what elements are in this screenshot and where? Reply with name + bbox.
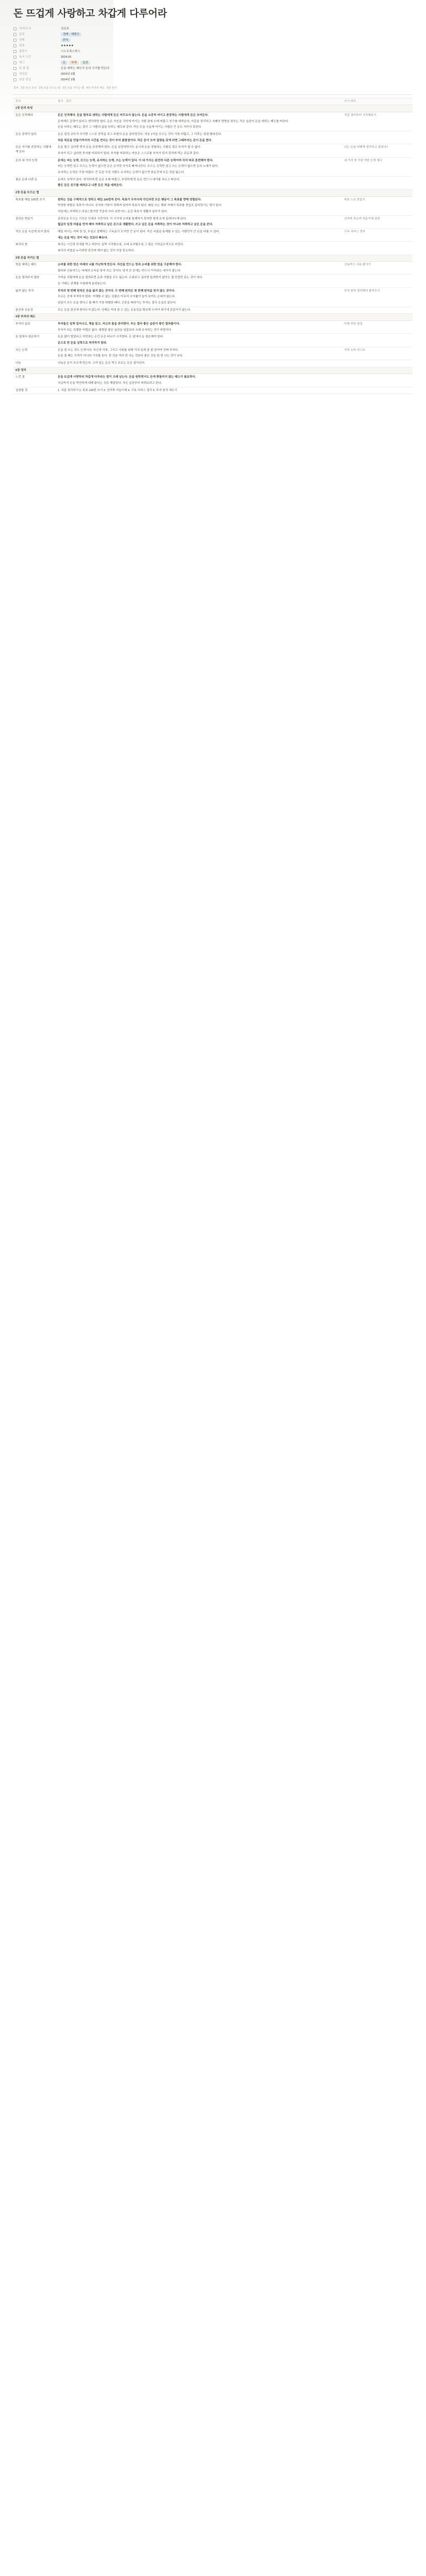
note-paragraph: 소비를 위한 빚은 미래의 나를 가난하게 만든다. 자산을 만드는 빚과 소비를 위한 빚을 구분해야 한다. — [58, 263, 182, 267]
property-value-item: 2024.03 — [61, 55, 72, 59]
note-paragraph: 복리의 마법을 누리려면 중간에 깨지 않는 것이 가장 중요하다. — [58, 249, 135, 252]
content-cell — [56, 275, 342, 287]
property-row — [13, 38, 413, 43]
property-key-label: 저자/도서 — [19, 27, 31, 30]
note-paragraph: 복리는 시간과 인내를 먹고 자란다. 일찍 시작할수록, 오래 유지할수록 그 힘은 기하급수적으로 커진다. — [58, 243, 184, 247]
note-paragraph: 돈 거래는 관계를 시험대에 올려놓는다. — [58, 282, 107, 286]
memo-cell — [342, 334, 413, 347]
memo-cell: 나는 돈을 어떻게 생각하고 있었나? — [342, 144, 413, 157]
property-key-label: 독서 기간 — [19, 55, 31, 59]
property-key[interactable] — [13, 61, 61, 65]
chapter-cell: 좋은 돈과 나쁜 돈 — [13, 176, 56, 189]
property-icon — [13, 50, 16, 53]
section-title[interactable]: 1장 돈의 속성 — [13, 105, 413, 112]
note-paragraph: 돈은 인격체다. 돈을 함부로 대하는 사람에게 돈은 머무르지 않는다. 돈을 소중히 여기고 존중하는 사람에게 돈은 모여든다. — [58, 114, 209, 117]
memo-cell: 지갑 정리부터 시작해보기 — [342, 112, 413, 131]
property-row — [13, 60, 413, 66]
chapter-cell: 돈의 네 가지 능력 — [13, 157, 56, 176]
property-value[interactable] — [61, 49, 80, 54]
note-paragraph: 돈을 뜨겁게 사랑하되 차갑게 다루라는 말이 오래 남는다. 돈을 원하면서도 돈에 휘둘리지 않는 태도가 필요하다. — [58, 376, 196, 379]
content-cell — [56, 112, 342, 131]
memo-cell: 선저축 후소비 자동이체 설정 — [342, 215, 413, 228]
memo-cell: 구독 서비스 정리 — [342, 228, 413, 241]
table-row[interactable] — [13, 287, 413, 307]
memo-cell — [342, 176, 413, 189]
property-value[interactable] — [61, 44, 74, 48]
note-paragraph: 부자가 되고 싶다면 부자를 미워하지 말라. 부자를 미워하는 마음은 스스로를 부자가 되지 못하게 막는 주문과 같다. — [58, 152, 199, 155]
note-paragraph: 돈은 일정 규모가 모이면 스스로 중력을 갖고 주변의 돈을 끌어당긴다. 처음 1억을 모으는 것이 가장 어렵고, 그 이후는 점점 빨라진다. — [58, 133, 222, 137]
property-row — [13, 26, 413, 32]
column-header-content[interactable]: 필사 · 생각 — [56, 98, 342, 105]
chapter-cell: 종잣돈 만들기 — [13, 215, 56, 228]
content-cell — [56, 131, 342, 144]
property-list — [13, 26, 413, 83]
chapter-cell: 작은 돈을 우습게 보지 말라 — [13, 228, 56, 241]
content-cell — [56, 347, 342, 360]
property-value[interactable] — [61, 27, 69, 31]
property-key[interactable] — [13, 78, 61, 82]
property-value[interactable] — [61, 38, 72, 43]
property-row — [13, 32, 413, 38]
section-title[interactable]: 3장 돈을 지키는 법 — [13, 255, 413, 262]
table-row[interactable] — [13, 374, 413, 387]
chapter-cell: 부자의 습관 — [13, 321, 56, 334]
property-value[interactable] — [61, 78, 75, 82]
property-value-item: 부자 — [69, 61, 79, 65]
content-cell — [56, 321, 342, 334]
toc-link[interactable]: 1장 돈의 속성 — [21, 86, 37, 90]
note-paragraph: 투자의 첫 번째 원칙은 돈을 잃지 않는 것이다. 두 번째 원칙은 첫 번째 원칙을 잊지 않는 것이다. — [58, 289, 175, 293]
content-cell — [56, 287, 342, 307]
table-row[interactable] — [13, 262, 413, 275]
chapter-cell: 빚을 대하는 태도 — [13, 262, 56, 275]
memo-cell: 투자 원칙 정리해서 붙여두기 — [342, 287, 413, 307]
property-key[interactable] — [13, 44, 61, 48]
property-value-item: 경제 · 재테크 — [61, 32, 81, 37]
table-row[interactable] — [13, 215, 413, 228]
property-row — [13, 43, 413, 49]
property-key-label: 최종 편집 — [19, 78, 31, 81]
note-paragraph: 처음 목돈을 만들기까지의 시간을 견디는 것이 부의 출발점이다. 작은 돈이 모여 질량을 갖게 되면 그때부터는 돈이 돈을 번다. — [58, 139, 212, 142]
note-paragraph: 남들이 모두 돈을 번다고 할 때가 가장 위험한 때다. 군중을 따라가는 투자는 결국 손실로 끝난다. — [58, 301, 177, 305]
content-cell — [56, 228, 342, 241]
property-value-item: 완독 — [61, 38, 71, 42]
note-paragraph: 부자가 되는 특별한 비법은 없다. 평범한 좋은 습관을 남들보다 오래 유지하는 것이 비법이다. — [58, 328, 172, 332]
section-title[interactable]: 5장 정리 — [13, 367, 413, 374]
property-row — [13, 72, 413, 77]
property-key-label: 출판사 — [19, 49, 28, 53]
column-header-memo[interactable]: 추가 메모 — [342, 98, 413, 105]
property-key[interactable] — [13, 66, 61, 71]
table-of-contents — [13, 86, 413, 90]
note-paragraph: 처음에는 어색하고 의심스럽지만 꾸준히 쓰다 보면 어느 순간 목표가 생활의 일부가 된다. — [58, 210, 168, 213]
chapter-cell: 돈은 중력이 있다 — [13, 131, 56, 144]
table-row[interactable] — [13, 347, 413, 360]
table-row[interactable] — [13, 157, 413, 176]
toc-link[interactable]: 4장 부자의 태도 — [86, 86, 105, 90]
property-value-item: 돈을 대하는 태도가 돈의 크기를 만든다 — [61, 66, 110, 70]
section-header-row — [13, 105, 413, 112]
memo-cell: 네 가지 중 가장 약한 능력 체크 — [342, 157, 413, 176]
note-paragraph: 원하는 것을 구체적으로 정하고 매일 100번씩 쓴다. 목표가 무의식에 각인되면 모든 행동이 그 목표를 향해 정렬된다. — [58, 198, 201, 201]
column-header-chapter[interactable]: 목차 — [13, 98, 56, 105]
toc-link[interactable]: 3장 돈을 지키는 법 — [62, 86, 84, 90]
chapter-cell: 잃지 않는 투자 — [13, 287, 56, 307]
note-paragraph: 종잣돈을 모으는 기간은 인내의 시간이다. 이 시기에 소비를 통제하지 못하면 평생 돈에 끌려다니게 된다. — [58, 217, 187, 221]
content-cell — [56, 242, 342, 255]
memo-cell — [342, 387, 413, 394]
section-header-row — [13, 255, 413, 262]
chapter-cell: 돈 앞에서 겸손하기 — [13, 334, 56, 347]
property-key-label: 한 줄 평 — [19, 66, 29, 70]
property-key[interactable] — [13, 38, 61, 43]
property-icon — [13, 56, 16, 59]
page-title[interactable]: 돈 뜨겁게 사랑하고 차갑게 다루어라 — [13, 8, 167, 19]
property-key-label: 평점 — [19, 44, 25, 47]
note-paragraph: 나눔은 돈이 흐르게 만든다. 고여 있는 돈은 썩고 흐르는 돈은 살아난다. — [58, 362, 145, 365]
note-paragraph: 돈을 쓸 때는 가격이 아니라 가치를 본다. 싼 것을 여러 번 사는 것보다 좋은 것을 한 번 사는 것이 낫다. — [58, 354, 183, 358]
property-value[interactable] — [61, 55, 71, 60]
chapter-cell: 돈은 인격체다 — [13, 112, 56, 131]
property-key[interactable] — [13, 32, 61, 37]
property-key-label: 분류 — [19, 32, 25, 36]
note-paragraph: 지금까지 돈을 막연하게 대해 왔다는 것을 깨달았다. 작은 습관부터 바꿔보려고 한다. — [58, 381, 162, 385]
property-value-item: 2024년 3월 — [61, 72, 75, 76]
note-paragraph: 모든 돈을 한곳에 묶어두지 않는다. 언제든 꺼내 쓸 수 있는 유동성을 확보해 두어야 위기에 흔들리지 않는다. — [58, 308, 191, 312]
content-cell — [56, 144, 342, 157]
property-value-item: 2024년 3월 — [61, 78, 75, 81]
note-paragraph: 1. 지갑 정리하기 2. 목표 100번 쓰기 3. 선저축 자동이체 4. 구독 서비스 정리 5. 투자 원칙 세우기 — [58, 388, 177, 392]
note-paragraph: 가까운 사람에게 돈을 빌려주면 돈과 사람을 모두 잃는다. 도와주고 싶다면 돌려받지 않아도 될 만큼만 주는 것이 낫다. — [58, 276, 203, 280]
property-value[interactable] — [61, 72, 75, 77]
property-key[interactable] — [13, 72, 61, 77]
table-row[interactable] — [13, 242, 413, 255]
property-key-label: 생성일 — [19, 72, 28, 76]
table-row[interactable] — [13, 360, 413, 367]
property-icon — [13, 73, 16, 76]
chapter-cell: 쓰는 능력 — [13, 347, 56, 360]
content-cell — [56, 262, 342, 275]
toc-link[interactable]: 5장 정리 — [107, 86, 117, 90]
property-key-label: 상태 — [19, 38, 25, 42]
section-header-row — [13, 189, 413, 196]
chapter-cell: 복리의 힘 — [13, 242, 56, 255]
content-cell — [56, 176, 342, 189]
content-cell — [56, 196, 342, 215]
table-row[interactable] — [13, 228, 413, 241]
notes-table — [13, 98, 413, 395]
chapter-cell: 나눔 — [13, 360, 56, 367]
property-row — [13, 49, 413, 55]
content-cell — [56, 387, 342, 394]
table-row[interactable] — [13, 387, 413, 394]
memo-cell — [342, 360, 413, 367]
content-cell — [56, 360, 342, 367]
note-paragraph: 월급의 일정 비율을 먼저 떼어 저축하고 남은 돈으로 생활한다. 쓰고 남은 돈을 저축하는 것이 아니라 저축하고 남은 돈을 쓴다. — [58, 223, 213, 227]
memo-cell — [342, 242, 413, 255]
content-cell — [56, 374, 342, 387]
memo-cell: 가치 소비 리스트 — [342, 347, 413, 360]
chapter-cell: 실천할 것 — [13, 387, 56, 394]
property-icon — [13, 39, 16, 42]
section-title[interactable]: 2장 돈을 모으는 법 — [13, 189, 413, 196]
memo-cell — [342, 275, 413, 287]
note-paragraph: 돈에게도 감정이 있다고 생각하면 쉽다. 돈은 자신을 귀하게 여기는 사람 곁에 오래 머물고 친구를 데려온다. 지갑을 정리하고 지폐의 방향을 맞추는 작은 습관이 돈을 대하는 태도를 바꾼다. — [58, 120, 289, 123]
note-paragraph: 모르는 곳에 투자하지 말라. 이해할 수 없는 상품은 아무리 수익률이 높아 보여도 손대지 않는다. — [58, 295, 176, 299]
property-key-label: 태그 — [19, 61, 25, 64]
property-icon — [13, 44, 16, 47]
toc-link[interactable]: 2장 돈을 모으는 법 — [38, 86, 61, 90]
note-paragraph: 할부와 신용카드는 미래의 소득을 당겨 쓰는 것이다. 당겨 쓴 돈에는 반드시 이자라는 대가가 붙는다. — [58, 269, 181, 273]
section-header-row — [13, 314, 413, 321]
note-paragraph: 돈을 많이 벌었다고 자만하는 순간 돈은 떠나기 시작한다. 돈 앞에서 늘 겸손해야 한다. — [58, 335, 164, 339]
divider — [13, 94, 413, 95]
property-value-item: 김승호 — [61, 27, 70, 30]
note-paragraph: 돈을 다루는 태도는 결국 그 사람의 삶을 다루는 태도와 같다. 작은 돈을 우습게 여기는 사람은 큰 돈도 지키지 못한다. — [58, 126, 202, 129]
property-icon — [13, 33, 16, 36]
table-row[interactable] — [13, 334, 413, 347]
notion-page — [0, 0, 426, 404]
content-cell — [56, 157, 342, 176]
note-paragraph: 막연한 바람은 목표가 아니다. 숫자와 기한이 정해져 있어야 목표가 된다. 매일 쓰는 행위 자체가 목표를 현실로 끌어당기는 힘이 된다. — [58, 204, 223, 208]
property-key[interactable] — [13, 55, 61, 60]
property-value-item: 습관 — [80, 61, 90, 65]
content-cell — [56, 334, 342, 347]
property-value-item: 돈 — [61, 61, 67, 65]
note-paragraph: 좋은 돈은 친구를 데려오고 나쁜 돈은 적을 데려온다. — [58, 184, 123, 188]
chapter-cell: 목표를 매일 100번 쓰기 — [13, 196, 56, 215]
table-row[interactable] — [13, 176, 413, 189]
memo-cell: 목표 노트 만들기 — [342, 196, 413, 215]
memo-cell — [342, 307, 413, 314]
property-value-item: 스노우폭스북스 — [61, 49, 80, 53]
memo-cell: 아침 루틴 점검 — [342, 321, 413, 334]
table-row[interactable] — [13, 131, 413, 144]
memo-cell — [342, 131, 413, 144]
note-paragraph: 돈을 잘 쓰는 것도 능력이다. 자신과 가족, 그리고 사회를 위해 가치 있게 쓸 줄 알아야 진짜 부자다. — [58, 348, 179, 352]
note-paragraph: 돈에도 성격이 있다. 정직하게 번 돈은 오래 머물고, 부정하게 번 돈은 반드시 대가를 치르고 떠난다. — [58, 178, 180, 181]
toc-link[interactable]: 목차 — [13, 86, 19, 90]
property-value[interactable] — [61, 66, 109, 71]
note-paragraph: 부자들은 일찍 일어나고, 책을 읽고, 자신의 몸을 관리한다. 부는 결국 좋은 습관이 쌓인 결과물이다. — [58, 323, 180, 326]
table-row[interactable] — [13, 144, 413, 157]
note-paragraph: 매일 마시는 커피 한 잔, 무심코 결제하는 구독료가 모이면 큰 돈이 된다. 작은 지출을 통제할 수 있는 사람만이 큰 돈을 다룰 수 있다. — [58, 230, 220, 233]
table-row[interactable] — [13, 275, 413, 287]
property-icon — [13, 61, 16, 64]
note-paragraph: 돈을 벌고 싶다면 먼저 돈을 존중해야 한다. 돈을 욕망하면서도 동시에 돈을 경멸하는 사람은 결코 부자가 될 수 없다. — [58, 146, 201, 149]
table-row[interactable] — [13, 112, 413, 131]
chapter-cell: 느낀 점 — [13, 374, 56, 387]
chapter-cell: 돈은 자기를 존중하는 사람에게 온다 — [13, 144, 56, 157]
section-header-row — [13, 367, 413, 374]
table-row[interactable] — [13, 196, 413, 215]
note-paragraph: 운으로 번 돈을 실력으로 착각하지 말라. — [58, 342, 107, 345]
table-header-row — [13, 98, 413, 105]
property-icon — [13, 78, 16, 81]
property-value-item: ★★★★★ — [61, 44, 74, 47]
content-cell — [56, 307, 342, 314]
memo-cell: 신용카드 사용 줄이기 — [342, 262, 413, 275]
property-row — [13, 77, 413, 83]
property-row — [13, 66, 413, 72]
table-row[interactable] — [13, 307, 413, 314]
property-icon — [13, 67, 16, 70]
property-value[interactable] — [61, 32, 83, 37]
note-paragraph: 돈에는 버는 능력, 모으는 능력, 유지하는 능력, 쓰는 능력이 있다. 이 네 가지는 완전히 다른 능력이며 각각 따로 훈련해야 한다. — [58, 159, 214, 162]
property-key[interactable] — [13, 27, 61, 31]
property-icon — [13, 27, 16, 30]
note-paragraph: 버는 능력만 있고 모으는 능력이 없으면 돈은 손가락 사이로 빠져나간다. 모으는 능력만 있고 쓰는 능력이 없으면 돈의 노예가 된다. — [58, 165, 219, 168]
section-title[interactable]: 4장 부자의 태도 — [13, 314, 413, 321]
content-cell — [56, 215, 342, 228]
chapter-cell: 돈을 빌려주지 말라 — [13, 275, 56, 287]
property-row — [13, 55, 413, 60]
memo-cell — [342, 374, 413, 387]
page-content — [0, 0, 426, 404]
note-paragraph: 유지하는 능력은 가장 어렵다. 큰 돈을 가진 사람도 유지하는 능력이 없으면 한순간에 모든 것을 잃는다. — [58, 171, 185, 174]
table-row[interactable] — [13, 321, 413, 334]
note-paragraph: 새는 돈을 막는 것이 버는 것보다 빠르다. — [58, 236, 108, 240]
property-value[interactable] — [61, 61, 92, 65]
chapter-cell: 분산과 유동성 — [13, 307, 56, 314]
property-key[interactable] — [13, 49, 61, 54]
